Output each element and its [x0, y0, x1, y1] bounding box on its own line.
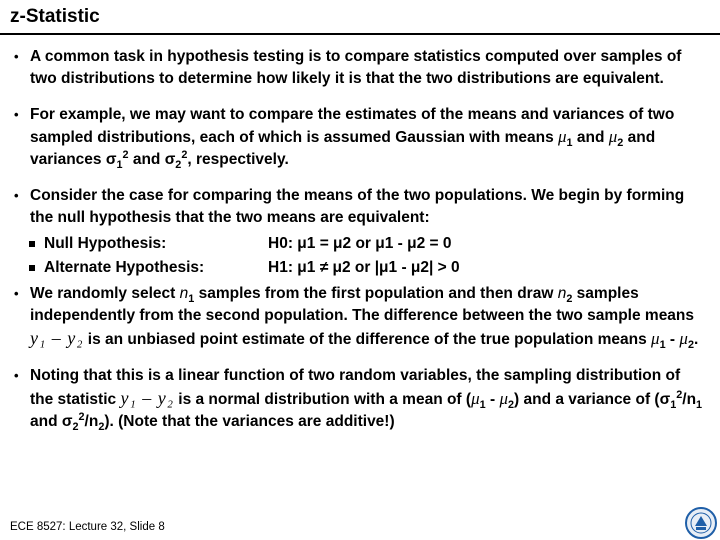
university-seal-icon: [684, 506, 718, 540]
null-hypothesis-row: [14, 233, 706, 257]
text-span: ) and a variance of (: [514, 391, 660, 408]
bullet-marker: •: [14, 49, 19, 64]
subscript: 1: [566, 137, 573, 150]
text-span: /n: [84, 413, 99, 430]
subscript: 2: [566, 293, 573, 306]
title-divider: [0, 33, 720, 35]
bullet-example: [14, 104, 706, 171]
bullet-text: Consider the case for comparing the means of the two populations. We begin by forming the null hypothesis that the two means are equivalent:: [30, 187, 685, 226]
mu-symbol: μ: [558, 127, 567, 146]
superscript: 2: [78, 410, 85, 423]
subscript: 2: [98, 421, 105, 434]
text-span: -: [665, 331, 680, 348]
subscript: 2: [175, 159, 182, 172]
text-span: , respectively.: [187, 151, 289, 168]
bullet-text: A common task in hypothesis testing is to compare statistics computed over samples of two distributions to determine how likely it is that the two distributions are equivalent.: [30, 48, 682, 87]
subscript: 1: [479, 399, 486, 412]
bullet-null-hypothesis-intro: [14, 185, 706, 229]
text-span: samples from the first population and then draw: [194, 285, 558, 302]
sample-mean-difference-formula: y₁ – y₂: [30, 328, 84, 348]
bullet-sampling: [14, 283, 706, 351]
text-span: ). (Note that the variances are additive!): [104, 413, 395, 430]
subscript: 2: [507, 399, 515, 412]
square-bullet-icon: [29, 265, 35, 271]
text-span: is an unbiased point estimate of the difference of the true population means: [83, 331, 652, 348]
sigma-symbol: σ: [164, 151, 176, 168]
superscript: 2: [676, 388, 683, 401]
mu-symbol: μ: [499, 389, 508, 408]
sample-mean-difference-formula: y₁ – y₂: [120, 388, 174, 408]
text-span: /n: [682, 391, 697, 408]
alternate-hypothesis-row: [14, 257, 706, 281]
bullet-marker: •: [14, 368, 19, 383]
bullet-text: For example, we may want to compare the estimates of the means and variances of two sampled distributions, each of which is assumed Gaussian with means: [30, 106, 675, 146]
subscript: 2: [687, 339, 694, 352]
subscript: 2: [617, 137, 624, 150]
alternate-hypothesis-label: Alternate Hypothesis:: [44, 259, 205, 276]
text-span: .: [693, 331, 699, 348]
text-span: We randomly select: [30, 285, 180, 302]
bullet-distribution: [14, 365, 706, 433]
mu-symbol: μ: [651, 329, 660, 348]
slide-title: z-Statistic: [10, 6, 100, 27]
null-hypothesis-expression: H0: μ1 = μ2 or μ1 - μ2 = 0: [268, 235, 452, 252]
slide-body: [14, 46, 706, 447]
text-span: is a normal distribution with a mean of (: [173, 391, 472, 408]
subscript: 1: [659, 339, 666, 352]
mu-symbol: μ: [608, 127, 618, 146]
alternate-hypothesis-expression: H1: μ1 ≠ μ2 or |μ1 - μ2| > 0: [268, 259, 460, 276]
bullet-marker: •: [14, 286, 19, 301]
superscript: 2: [122, 148, 129, 161]
sigma-symbol: σ: [659, 391, 671, 408]
text-span: samples independently from the second population. The difference between the two sample means: [30, 285, 695, 324]
bullet-marker: •: [14, 107, 19, 122]
bullet-marker: •: [14, 188, 19, 203]
text-span: and variances: [30, 129, 656, 168]
variable-n: n: [557, 285, 567, 302]
text-span: Noting that this is a linear function of two random variables, the sampling distribution of the statistic: [30, 367, 681, 408]
mu-symbol: μ: [679, 329, 688, 348]
square-bullet-icon: [29, 241, 35, 247]
subscript: 1: [188, 293, 195, 306]
superscript: 2: [181, 148, 188, 161]
bullet-intro: [14, 46, 706, 90]
sigma-symbol: σ: [105, 151, 117, 168]
null-hypothesis-label: Null Hypothesis:: [44, 235, 167, 252]
text-span: and: [30, 413, 62, 430]
text-span: and: [572, 129, 609, 146]
slide-footer: ECE 8527: Lecture 32, Slide 8: [10, 521, 165, 533]
text-span: and: [128, 151, 165, 168]
sigma-symbol: σ: [61, 413, 73, 430]
variable-n: n: [179, 285, 189, 302]
subscript: 1: [670, 399, 677, 412]
text-span: -: [485, 391, 500, 408]
mu-symbol: μ: [471, 389, 480, 408]
subscript: 2: [72, 421, 79, 434]
subscript: 1: [116, 159, 123, 172]
subscript: 1: [696, 399, 703, 412]
